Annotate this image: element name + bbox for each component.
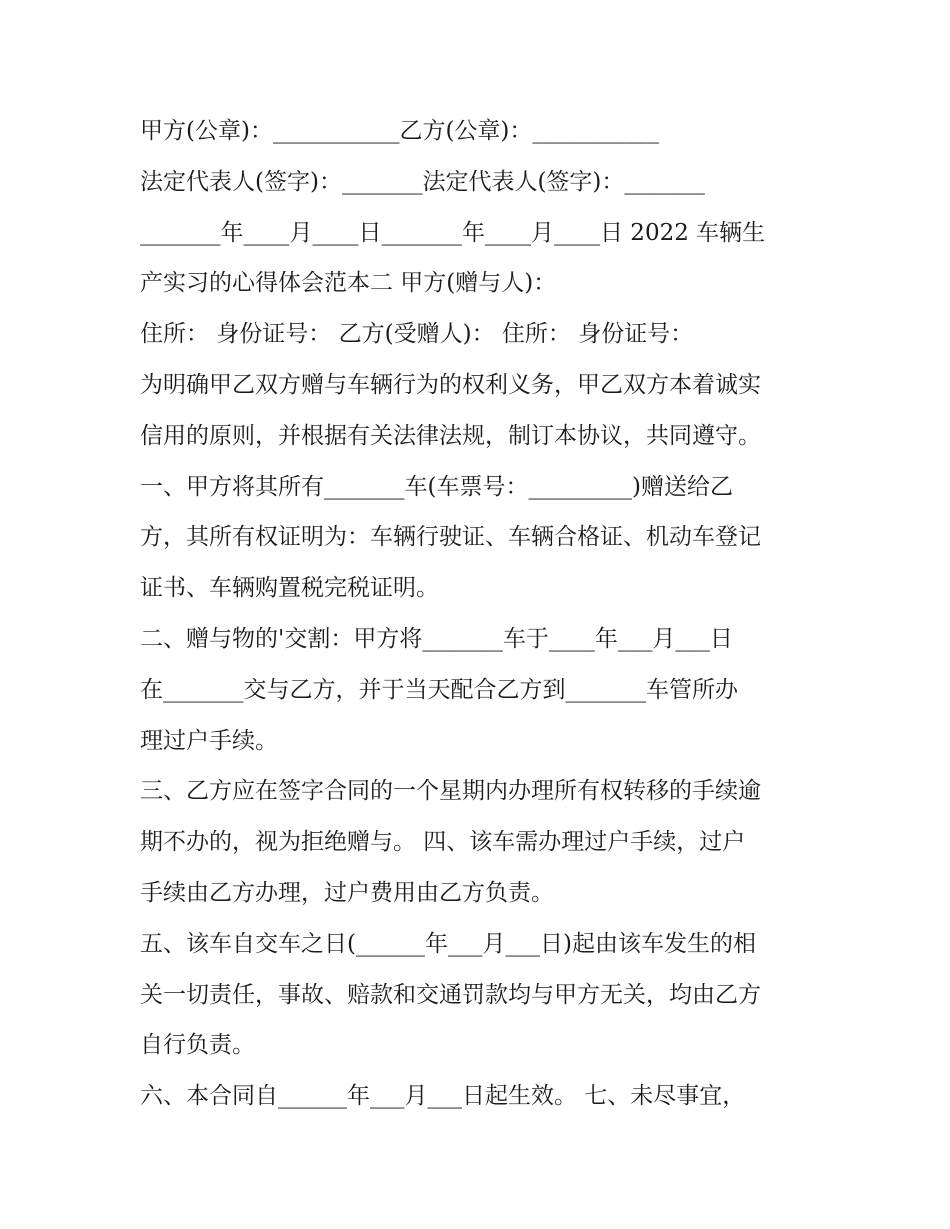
text-line: 五、该车自交车之日(______年___月___日)起由该车发生的相 — [140, 930, 756, 957]
text-line: 方，其所有权证明为：车辆行驶证、车辆合格证、机动车登记 — [140, 524, 761, 551]
text-line: 为明确甲乙双方赠与车辆行为的权利义务，甲乙双方本着诚实 — [140, 371, 761, 398]
text-line: 一、甲方将其所有_______车(车票号：_________)赠送给乙 — [140, 473, 733, 500]
text-line: 手续由乙方办理，过户费用由乙方负责。 — [140, 879, 554, 906]
text-line: 三、乙方应在签字合同的一个星期内办理所有权转移的手续逾 — [140, 778, 761, 805]
text-line: 自行负责。 — [140, 1032, 255, 1059]
text-line: 期不办的，视为拒绝赠与。 四、该车需办理过户手续，过户 — [140, 829, 746, 856]
text-line: 甲方(公章)：___________乙方(公章)：___________ — [140, 118, 659, 144]
text-line: 证书、车辆购置税完税证明。 — [140, 575, 439, 602]
text-line: 产实习的心得体会范本二 甲方(赠与人)： — [140, 270, 557, 297]
text-line: 关一切责任，事故、赔款和交通罚款均与甲方无关，均由乙方 — [140, 981, 761, 1008]
text-line: 法定代表人(签字)：_______法定代表人(签字)：_______ — [140, 168, 705, 195]
text-line: 住所： 身份证号： 乙方(受赠人)： 住所： 身份证号： — [140, 321, 694, 348]
text-line: 信用的原则，并根据有关法律法规，制订本协议，共同遵守。 — [140, 422, 761, 449]
text-line: _______年____月____日_______年____月____日 2022 车辆生 — [140, 219, 766, 246]
text-line: 理过户手续。 — [140, 727, 278, 754]
document-body — [140, 106, 820, 1122]
text-line: 在_______交与乙方，并于当天配合乙方到_______车管所办 — [140, 676, 738, 703]
text-line: 六、本合同自______年___月___日起生效。 七、未尽事宜， — [140, 1083, 746, 1110]
text-line: 二、赠与物的'交割：甲方将_______车于____年___月___日 — [140, 625, 733, 652]
